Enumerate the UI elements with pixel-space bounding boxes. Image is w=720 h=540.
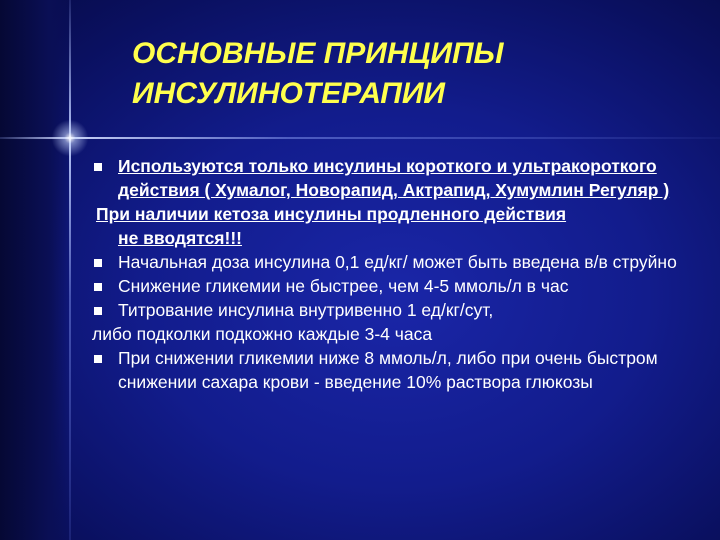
bullet-item [92,274,692,298]
sparkle-decor [50,118,90,158]
slide-body [92,154,692,394]
continuation-text-line-2: не вводятся!!! [118,228,242,248]
continuation-item [92,202,692,250]
continuation-item [92,322,692,346]
bullet-item [92,346,692,394]
bullet-text: Титрование инсулина внутривенно 1 ед/кг/сут, [118,300,494,320]
bullet-item [92,250,692,274]
bullet-item [92,154,692,202]
horizontal-decor-line [0,137,720,139]
bullet-text: Используются только инсулины короткого и ультракороткого действия ( Хумалог, Новорапид, Актрапид, Хумумлин Регуляр ) [118,156,670,200]
slide-title-line-1: ОСНОВНЫЕ ПРИНЦИПЫ [132,37,504,70]
square-bullet-icon [94,283,102,291]
vertical-decor-line [69,0,71,540]
slide-title [132,34,504,114]
square-bullet-icon [94,163,102,171]
slide-title-line-2: ИНСУЛИНОТЕРАПИИ [132,77,445,110]
square-bullet-icon [94,307,102,315]
continuation-text-line-1: При наличии кетоза инсулины продленного действия [96,204,567,224]
bullet-item [92,298,692,322]
left-decor-band [0,0,70,540]
bullet-text: При снижении гликемии ниже 8 ммоль/л, либо при очень быстром снижении сахара крови - введение 10% раствора глюкозы [118,348,658,392]
square-bullet-icon [94,355,102,363]
bullet-text: Снижение гликемии не быстрее, чем 4-5 ммоль/л в час [118,276,569,296]
continuation-text: либо подколки подкожно каждые 3-4 часа [92,324,433,344]
bullet-text: Начальная доза инсулина 0,1 ед/кг/ может быть введена в/в струйно [118,252,677,272]
square-bullet-icon [94,259,102,267]
